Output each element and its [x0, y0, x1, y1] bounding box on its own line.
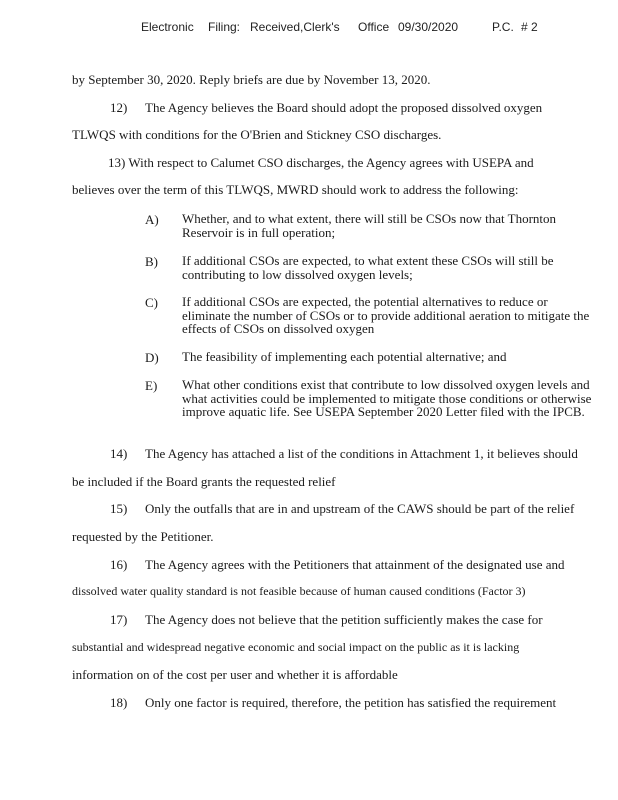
header-pc: P.C. [492, 20, 514, 34]
paragraph-number: 17) [110, 612, 128, 627]
text-line: information on of the cost per user and whether it is affordable [72, 667, 398, 682]
header-number: # 2 [521, 20, 538, 34]
text-line: The Agency believes the Board should adopt the proposed dissolved oxygen [145, 100, 543, 115]
text-line: Only one factor is required, therefore, the petition has satisfied the requirement [145, 695, 557, 710]
text-line: believes over the term of this TLWQS, MWRD should work to address the following: [72, 182, 519, 197]
header-date: 09/30/2020 [398, 20, 459, 34]
text-line: be included if the Board grants the requested relief [72, 474, 336, 489]
text-line: TLWQS with conditions for the O'Brien and Stickney CSO discharges. [72, 127, 442, 142]
header-office: Office [358, 20, 390, 34]
list-item-label: C) [145, 295, 158, 310]
paragraph-number: 18) [110, 695, 128, 710]
list-item-text: The feasibility of implementing each potential alternative; and [182, 349, 507, 364]
header-electronic: Electronic [141, 20, 194, 34]
text-line: The Agency does not believe that the petition sufficiently makes the case for [145, 612, 543, 627]
text-line: Only the outfalls that are in and upstream of the CAWS should be part of the relief [145, 501, 575, 516]
paragraph-number: 16) [110, 557, 128, 572]
paragraph-number: 15) [110, 501, 128, 516]
list-item-label: D) [145, 350, 159, 365]
header-filing: Filing: [208, 20, 241, 34]
list-item-text: What other conditions exist that contribute to low dissolved oxygen levels and what activities could be implemented to mitigate those conditions or otherwise improve aquatic life. See USEPA September 2020 Letter filed with the IPCB. [182, 377, 592, 419]
list-item-text: If additional CSOs are expected, the potential alternatives to reduce or eliminate the number of CSOs or to provide additional aeration to mitigate the effects of CSOs on dissolved oxygen [182, 294, 590, 336]
list-item-label: E) [145, 378, 158, 393]
paragraph-number: 14) [110, 446, 128, 461]
list-item-label: B) [145, 254, 158, 269]
text-line: requested by the Petitioner. [72, 529, 214, 544]
header-received: Received,Clerk's [250, 20, 340, 34]
text-line: The Agency has attached a list of the conditions in Attachment 1, it believes should [145, 446, 578, 461]
text-line: The Agency agrees with the Petitioners that attainment of the designated use and [145, 557, 565, 572]
text-line: substantial and widespread negative economic and social impact on the public as it is lacking [72, 640, 520, 654]
text-line: 13) With respect to Calumet CSO discharges, the Agency agrees with USEPA and [108, 155, 534, 170]
paragraph-number: 12) [110, 100, 128, 115]
text-line: by September 30, 2020. Reply briefs are due by November 13, 2020. [72, 72, 431, 87]
list-item-text: Whether, and to what extent, there will still be CSOs now that Thornton Reservoir is in full operation; [182, 211, 557, 240]
text-line: dissolved water quality standard is not feasible because of human caused conditions (Factor 3) [72, 584, 526, 598]
list-item-text: If additional CSOs are expected, to what extent these CSOs will still be contributing to low dissolved oxygen levels; [182, 253, 554, 282]
list-item-label: A) [145, 212, 159, 227]
